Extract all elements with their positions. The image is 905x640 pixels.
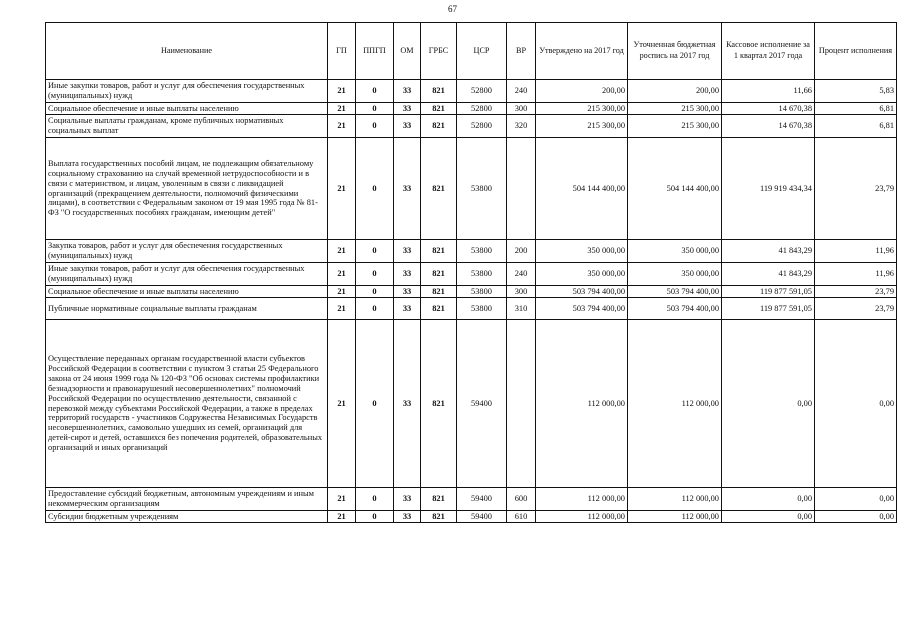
cell-csr: 53800 — [457, 240, 507, 263]
cell-grbs: 821 — [421, 298, 457, 320]
cell-refined: 503 794 400,00 — [628, 298, 722, 320]
cell-vr: 240 — [507, 263, 536, 286]
cell-gp: 21 — [328, 138, 356, 240]
cell-name: Закупка товаров, работ и услуг для обеспечения государственных (муниципальных) нужд — [46, 240, 328, 263]
cell-vr: 320 — [507, 115, 536, 138]
table-row — [46, 286, 897, 298]
cell-vr: 240 — [507, 80, 536, 103]
cell-ppgp: 0 — [356, 511, 394, 523]
table-row — [46, 115, 897, 138]
cell-om: 33 — [394, 115, 421, 138]
cell-approved: 503 794 400,00 — [536, 286, 628, 298]
cell-cash: 119 877 591,05 — [722, 298, 815, 320]
cell-csr: 53800 — [457, 298, 507, 320]
cell-gp: 21 — [328, 511, 356, 523]
cell-percent: 0,00 — [815, 488, 897, 511]
cell-gp: 21 — [328, 298, 356, 320]
cell-cash: 14 670,38 — [722, 103, 815, 115]
cell-gp: 21 — [328, 320, 356, 488]
cell-name: Предоставление субсидий бюджетным, автономным учреждениям и иным некоммерческим организациям — [46, 488, 328, 511]
cell-csr: 53800 — [457, 286, 507, 298]
cell-csr: 59400 — [457, 320, 507, 488]
cell-csr: 52800 — [457, 115, 507, 138]
cell-om: 33 — [394, 488, 421, 511]
cell-refined: 350 000,00 — [628, 240, 722, 263]
cell-approved: 200,00 — [536, 80, 628, 103]
cell-vr: 300 — [507, 103, 536, 115]
cell-csr: 59400 — [457, 511, 507, 523]
table-header-row — [46, 23, 897, 80]
cell-name: Социальные выплаты гражданам, кроме публичных нормативных социальных выплат — [46, 115, 328, 138]
cell-approved: 350 000,00 — [536, 263, 628, 286]
cell-om: 33 — [394, 103, 421, 115]
cell-approved: 504 144 400,00 — [536, 138, 628, 240]
cell-name: Выплата государственных пособий лицам, не подлежащим обязательному социальному страхованию на случай временной нетрудоспособности и в связи с материнством, и лицам, уволенным в связи с ликвидацией организаций (прекращением деятельности, полномочий физическими лицами), в соответствии с Федеральным законом от 19 мая 1995 года № 81-ФЗ "О государственных пособиях гражданам, имеющим детей" — [46, 138, 328, 240]
cell-percent: 5,83 — [815, 80, 897, 103]
cell-vr: 610 — [507, 511, 536, 523]
cell-om: 33 — [394, 298, 421, 320]
cell-gp: 21 — [328, 488, 356, 511]
cell-ppgp: 0 — [356, 240, 394, 263]
cell-vr: 300 — [507, 286, 536, 298]
cell-approved: 112 000,00 — [536, 320, 628, 488]
cell-refined: 503 794 400,00 — [628, 286, 722, 298]
cell-gp: 21 — [328, 115, 356, 138]
header-name: Наименование — [46, 23, 328, 80]
header-vr: ВР — [507, 23, 536, 80]
cell-percent: 6,81 — [815, 103, 897, 115]
cell-om: 33 — [394, 511, 421, 523]
table-row — [46, 80, 897, 103]
table-row — [46, 488, 897, 511]
table-row — [46, 263, 897, 286]
header-csr: ЦСР — [457, 23, 507, 80]
cell-ppgp: 0 — [356, 80, 394, 103]
table-row — [46, 138, 897, 240]
header-cash: Кассовое исполнение за 1 квартал 2017 года — [722, 23, 815, 80]
cell-name: Иные закупки товаров, работ и услуг для обеспечения государственных (муниципальных) нужд — [46, 80, 328, 103]
cell-csr: 53800 — [457, 263, 507, 286]
budget-execution-table — [45, 22, 897, 523]
cell-refined: 200,00 — [628, 80, 722, 103]
cell-csr: 52800 — [457, 80, 507, 103]
cell-ppgp: 0 — [356, 263, 394, 286]
page-number: 67 — [448, 4, 457, 14]
cell-grbs: 821 — [421, 263, 457, 286]
cell-name: Публичные нормативные социальные выплаты гражданам — [46, 298, 328, 320]
cell-name: Иные закупки товаров, работ и услуг для обеспечения государственных (муниципальных) нужд — [46, 263, 328, 286]
cell-csr: 53800 — [457, 138, 507, 240]
cell-approved: 112 000,00 — [536, 488, 628, 511]
header-gp: ГП — [328, 23, 356, 80]
cell-approved: 215 300,00 — [536, 103, 628, 115]
cell-vr: 600 — [507, 488, 536, 511]
table-row — [46, 298, 897, 320]
cell-vr: 200 — [507, 240, 536, 263]
cell-vr — [507, 320, 536, 488]
cell-grbs: 821 — [421, 80, 457, 103]
cell-csr: 59400 — [457, 488, 507, 511]
cell-percent: 0,00 — [815, 320, 897, 488]
cell-ppgp: 0 — [356, 115, 394, 138]
cell-approved: 112 000,00 — [536, 511, 628, 523]
cell-cash: 41 843,29 — [722, 263, 815, 286]
cell-name: Социальное обеспечение и иные выплаты населению — [46, 103, 328, 115]
cell-approved: 350 000,00 — [536, 240, 628, 263]
header-grbs: ГРБС — [421, 23, 457, 80]
cell-name: Социальное обеспечение и иные выплаты населению — [46, 286, 328, 298]
header-ppgp: ППГП — [356, 23, 394, 80]
cell-om: 33 — [394, 263, 421, 286]
cell-grbs: 821 — [421, 138, 457, 240]
cell-refined: 504 144 400,00 — [628, 138, 722, 240]
cell-cash: 41 843,29 — [722, 240, 815, 263]
cell-gp: 21 — [328, 240, 356, 263]
cell-gp: 21 — [328, 286, 356, 298]
cell-grbs: 821 — [421, 488, 457, 511]
cell-percent: 11,96 — [815, 240, 897, 263]
cell-grbs: 821 — [421, 286, 457, 298]
cell-percent: 23,79 — [815, 138, 897, 240]
cell-grbs: 821 — [421, 240, 457, 263]
cell-om: 33 — [394, 286, 421, 298]
cell-grbs: 821 — [421, 115, 457, 138]
cell-refined: 112 000,00 — [628, 320, 722, 488]
cell-refined: 215 300,00 — [628, 103, 722, 115]
cell-name: Субсидии бюджетным учреждениям — [46, 511, 328, 523]
cell-om: 33 — [394, 320, 421, 488]
cell-cash: 0,00 — [722, 320, 815, 488]
cell-cash: 119 877 591,05 — [722, 286, 815, 298]
cell-gp: 21 — [328, 263, 356, 286]
cell-ppgp: 0 — [356, 488, 394, 511]
cell-percent: 11,96 — [815, 263, 897, 286]
cell-approved: 215 300,00 — [536, 115, 628, 138]
cell-cash: 11,66 — [722, 80, 815, 103]
cell-vr — [507, 138, 536, 240]
table-row — [46, 103, 897, 115]
cell-ppgp: 0 — [356, 286, 394, 298]
table-row — [46, 511, 897, 523]
cell-percent: 23,79 — [815, 286, 897, 298]
table-row — [46, 240, 897, 263]
cell-refined: 112 000,00 — [628, 511, 722, 523]
header-refined: Уточненная бюджетная роспись на 2017 год — [628, 23, 722, 80]
cell-grbs: 821 — [421, 511, 457, 523]
cell-percent: 6,81 — [815, 115, 897, 138]
cell-percent: 0,00 — [815, 511, 897, 523]
cell-percent: 23,79 — [815, 298, 897, 320]
cell-om: 33 — [394, 138, 421, 240]
cell-gp: 21 — [328, 103, 356, 115]
cell-om: 33 — [394, 80, 421, 103]
table-body — [46, 80, 897, 523]
cell-ppgp: 0 — [356, 138, 394, 240]
cell-cash: 0,00 — [722, 488, 815, 511]
cell-ppgp: 0 — [356, 298, 394, 320]
cell-cash: 14 670,38 — [722, 115, 815, 138]
cell-refined: 215 300,00 — [628, 115, 722, 138]
cell-vr: 310 — [507, 298, 536, 320]
table-row — [46, 320, 897, 488]
cell-grbs: 821 — [421, 320, 457, 488]
cell-cash: 0,00 — [722, 511, 815, 523]
cell-ppgp: 0 — [356, 103, 394, 115]
cell-om: 33 — [394, 240, 421, 263]
cell-csr: 52800 — [457, 103, 507, 115]
cell-name: Осуществление переданных органам государственной власти субъектов Российской Федерации в соответствии с пунктом 3 статьи 25 Федерального закона от 24 июня 1999 года № 120-ФЗ "Об основах системы профилактики безнадзорности и правонарушений несовершеннолетних" полномочий Российской Федерации по осуществлению деятельности, связанной с перевозкой между субъектами Российской Федерации, а также в пределах территорий государств - участников Содружества Независимых Государств несовершеннолетних, самовольно ушедших из семей, организаций для детей-сирот и детей, оставшихся без попечения родителей, образовательных организаций и иных организаций — [46, 320, 328, 488]
header-percent: Процент исполнения — [815, 23, 897, 80]
cell-ppgp: 0 — [356, 320, 394, 488]
cell-cash: 119 919 434,34 — [722, 138, 815, 240]
cell-gp: 21 — [328, 80, 356, 103]
cell-refined: 350 000,00 — [628, 263, 722, 286]
header-approved: Утверждено на 2017 год — [536, 23, 628, 80]
cell-refined: 112 000,00 — [628, 488, 722, 511]
cell-approved: 503 794 400,00 — [536, 298, 628, 320]
header-om: ОМ — [394, 23, 421, 80]
cell-grbs: 821 — [421, 103, 457, 115]
